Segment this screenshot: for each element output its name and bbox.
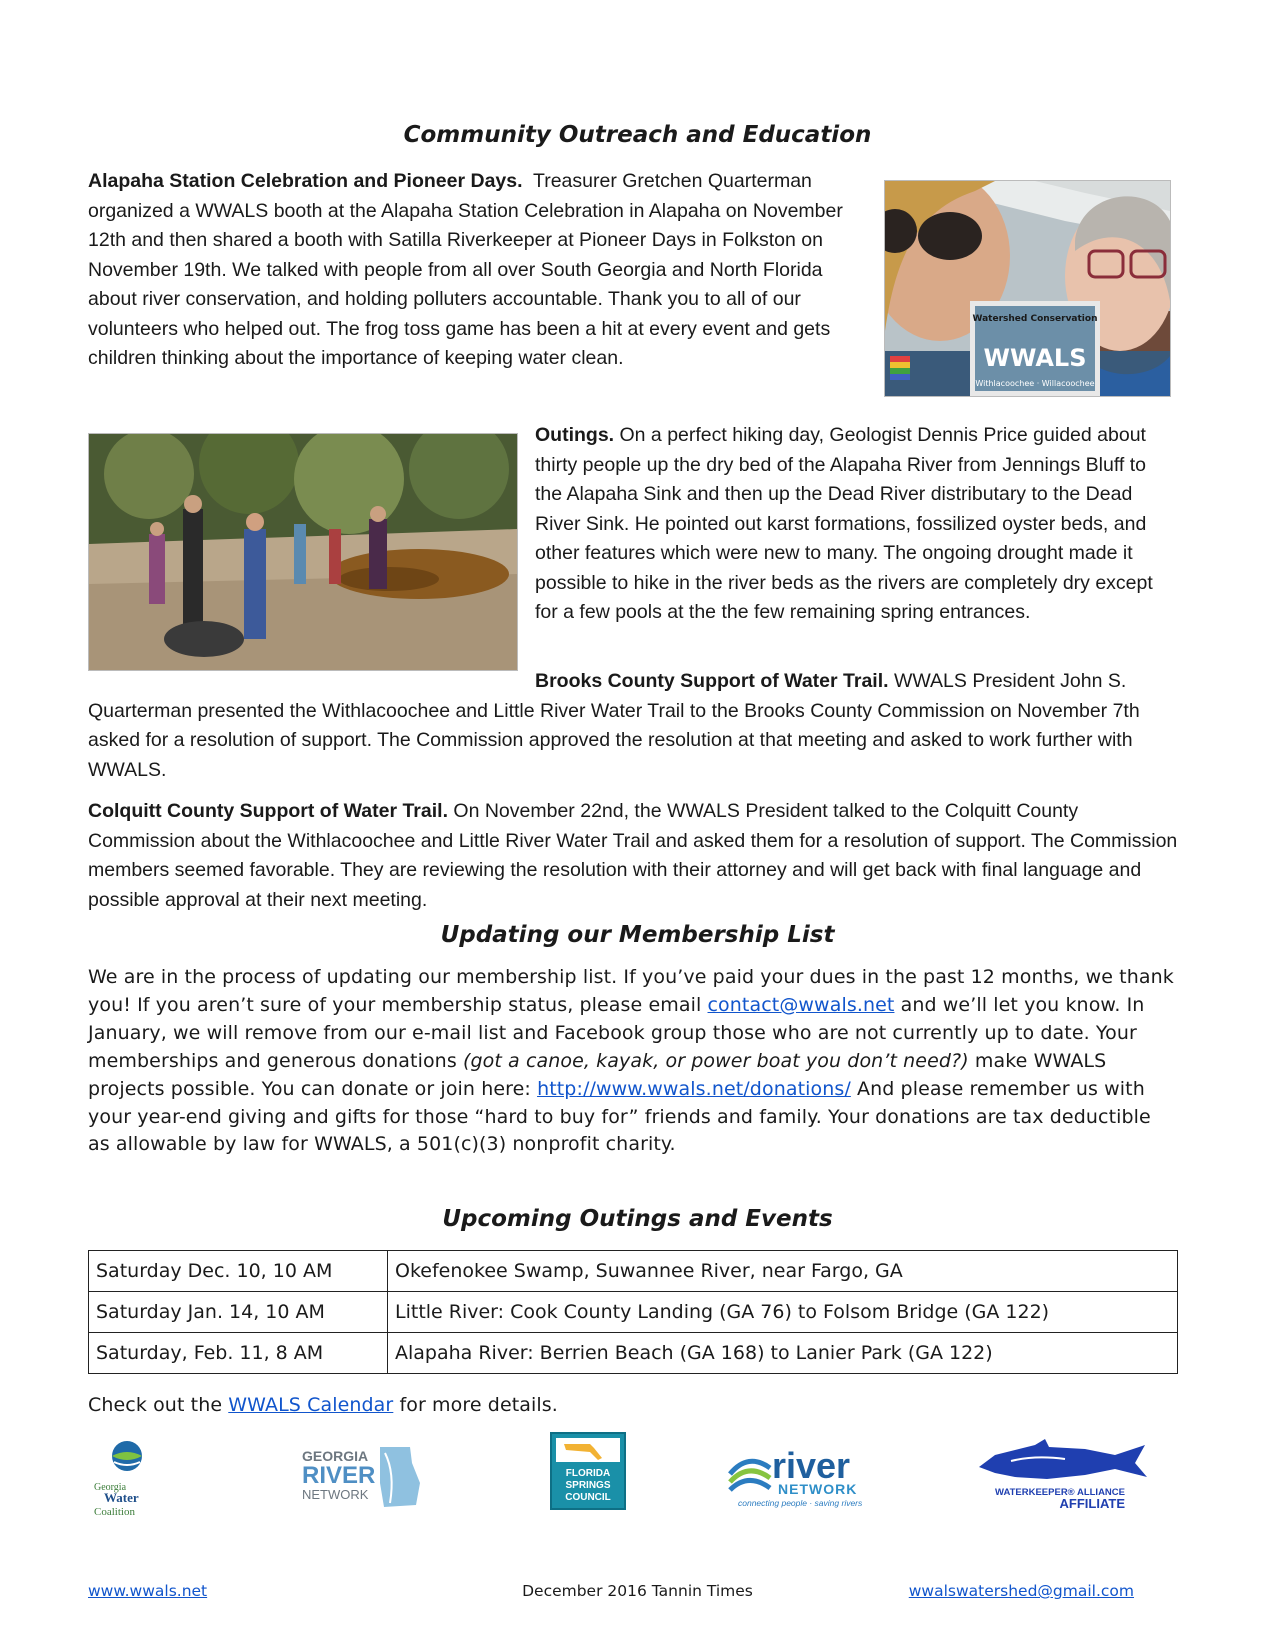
colquitt-text: On November 22nd, the WWALS President talked to the Colquitt County Commission about the Withlacoochee and Little River Water Trail and asked them for a resolution of support. The Commission members seemed favorable. They are reviewing the resolution with their attorney and will get back with final language and possible approval at their next meeting.: [88, 800, 1178, 911]
grn-line3: NETWORK: [302, 1487, 369, 1502]
events-heading: Upcoming Outings and Events: [442, 1206, 833, 1232]
wka-logo-mark: [975, 1437, 1150, 1509]
brooks-title: Brooks County Support of Water Trail.: [535, 670, 889, 692]
sign-logo: WWALS: [983, 344, 1087, 372]
membership-paragraph: [88, 964, 1178, 1159]
brooks-text: WWALS President John S. Quarterman presented the Withlacoochee and Little River Water Trail to the Brooks County Commission on November 7th asked for a resolution of support. The Commission approved the resolution at that meeting and asked to work further with WWALS.: [88, 670, 1140, 781]
rn-line1: river: [772, 1445, 851, 1486]
gwc-line1: Georgia: [94, 1482, 127, 1493]
booth-selfie-photo: [884, 180, 1171, 397]
rn-logo-mark: [726, 1444, 891, 1508]
colquitt-paragraph: [88, 797, 1178, 915]
sign-line1: Watershed Conservation: [972, 314, 1098, 324]
wwals-calendar-link[interactable]: WWALS Calendar: [228, 1394, 394, 1416]
fsc-line1: FLORIDA: [565, 1468, 611, 1479]
gwc-logo-mark: [90, 1440, 165, 1520]
membership-text-3: make WWALS projects possible. You can donate or join here:: [88, 1049, 1107, 1100]
georgia-river-network-logo: [300, 1443, 425, 1513]
table-row: [89, 1292, 1178, 1333]
fsc-logo-mark: [550, 1432, 626, 1510]
contact-email-link[interactable]: contact@wwals.net: [707, 993, 895, 1016]
river-network-logo: [726, 1444, 891, 1508]
booth-selfie-illustration: [885, 181, 1170, 396]
colquitt-title: Colquitt County Support of Water Trail.: [88, 800, 448, 822]
alapaha-paragraph: [88, 167, 868, 374]
alapaha-title: Alapaha Station Celebration and Pioneer Days.: [88, 170, 523, 192]
grn-line1: GEORGIA: [302, 1448, 369, 1464]
brooks-paragraph: [88, 667, 1178, 785]
event-description: Little River: Cook County Landing (GA 76) to Folsom Bridge (GA 122): [388, 1292, 1178, 1333]
fsc-line2: SPRINGS: [565, 1480, 611, 1491]
membership-heading: Updating our Membership List: [440, 922, 835, 948]
wka-line1: WATERKEEPER® ALLIANCE: [995, 1487, 1125, 1498]
membership-text-4: And please remember us with your year-end giving and gifts for those “hard to buy for” friends and family. Your donations are tax deductible as allowable by law for WWALS, a 501(c)(3) nonprofit charity.: [88, 1077, 1151, 1156]
event-date: Saturday, Feb. 11, 8 AM: [89, 1333, 388, 1374]
footer-website-link[interactable]: www.wwals.net: [88, 1582, 208, 1600]
florida-springs-council-logo: [550, 1432, 626, 1510]
event-date: Saturday Jan. 14, 10 AM: [89, 1292, 388, 1333]
outreach-heading: Community Outreach and Education: [403, 122, 872, 148]
calendar-text-before: Check out the: [88, 1394, 229, 1416]
gwc-line3: Coalition: [94, 1506, 135, 1518]
membership-text-2: and we’ll let you know. In January, we will remove from our e-mail list and Facebook group those who are not currently up to date. Your memberships and generous donations: [88, 993, 1145, 1072]
rn-tagline: connecting people · saving rivers: [738, 1498, 863, 1508]
outings-title: Outings.: [535, 424, 615, 446]
calendar-text-after: for more details.: [393, 1394, 558, 1416]
georgia-water-coalition-logo: [90, 1440, 165, 1520]
outing-hike-photo: [88, 433, 518, 671]
outings-paragraph: [535, 421, 1175, 628]
waterkeeper-alliance-affiliate-logo: [975, 1437, 1150, 1509]
footer-email-link[interactable]: wwalswatershed@gmail.com: [908, 1582, 1134, 1600]
fsc-line3: COUNCIL: [565, 1492, 611, 1503]
hike-illustration: [89, 434, 517, 670]
grn-logo-mark: [300, 1443, 425, 1513]
calendar-line: [88, 1392, 1178, 1420]
table-row: [89, 1251, 1178, 1292]
sign-line3: Withlacoochee · Willacoochee: [975, 379, 1095, 388]
donations-link[interactable]: http://www.wwals.net/donations/: [537, 1077, 851, 1100]
gwc-line2: Water: [104, 1490, 139, 1505]
rn-line2: NETWORK: [778, 1481, 858, 1497]
outings-text: On a perfect hiking day, Geologist Dennis Price guided about thirty people up the dry bed of the Alapaha River from Jennings Bluff to the Alapaha Sink and then up the Dead River distributary to the Dead River Sink. He pointed out karst formations, fossilized oyster beds, and other features which were new to many. The ongoing drought made it possible to hike in the river beds as the rivers are completely dry except for a few pools at the the few remaining spring entrances.: [535, 424, 1153, 623]
membership-italic-aside: (got a canoe, kayak, or power boat you don’t need?): [462, 1049, 969, 1072]
grn-line2: RIVER: [302, 1462, 376, 1489]
wka-line2: AFFILIATE: [1059, 1496, 1125, 1509]
event-description: Alapaha River: Berrien Beach (GA 168) to Lanier Park (GA 122): [388, 1333, 1178, 1374]
event-description: Okefenokee Swamp, Suwannee River, near Fargo, GA: [388, 1251, 1178, 1292]
events-table: [88, 1250, 1178, 1374]
table-row: [89, 1333, 1178, 1374]
event-date: Saturday Dec. 10, 10 AM: [89, 1251, 388, 1292]
membership-text-1: We are in the process of updating our membership list. If you’ve paid your dues in the past 12 months, we thank you! If you aren’t sure of your membership status, please email: [88, 966, 1174, 1016]
alapaha-text: Treasurer Gretchen Quarterman organized a WWALS booth at the Alapaha Station Celebration in Alapaha on November 12th and then shared a booth with Satilla Riverkeeper at Pioneer Days in Folkston on November 19th. We talked with people from all over South Georgia and North Florida about river conservation, and holding polluters accountable. Thank you to all of our volunteers who helped out. The frog toss game has been a hit at every event and gets children thinking about the importance of keeping water clean.: [88, 170, 843, 369]
footer-issue-title: December 2016 Tannin Times: [522, 1582, 753, 1600]
